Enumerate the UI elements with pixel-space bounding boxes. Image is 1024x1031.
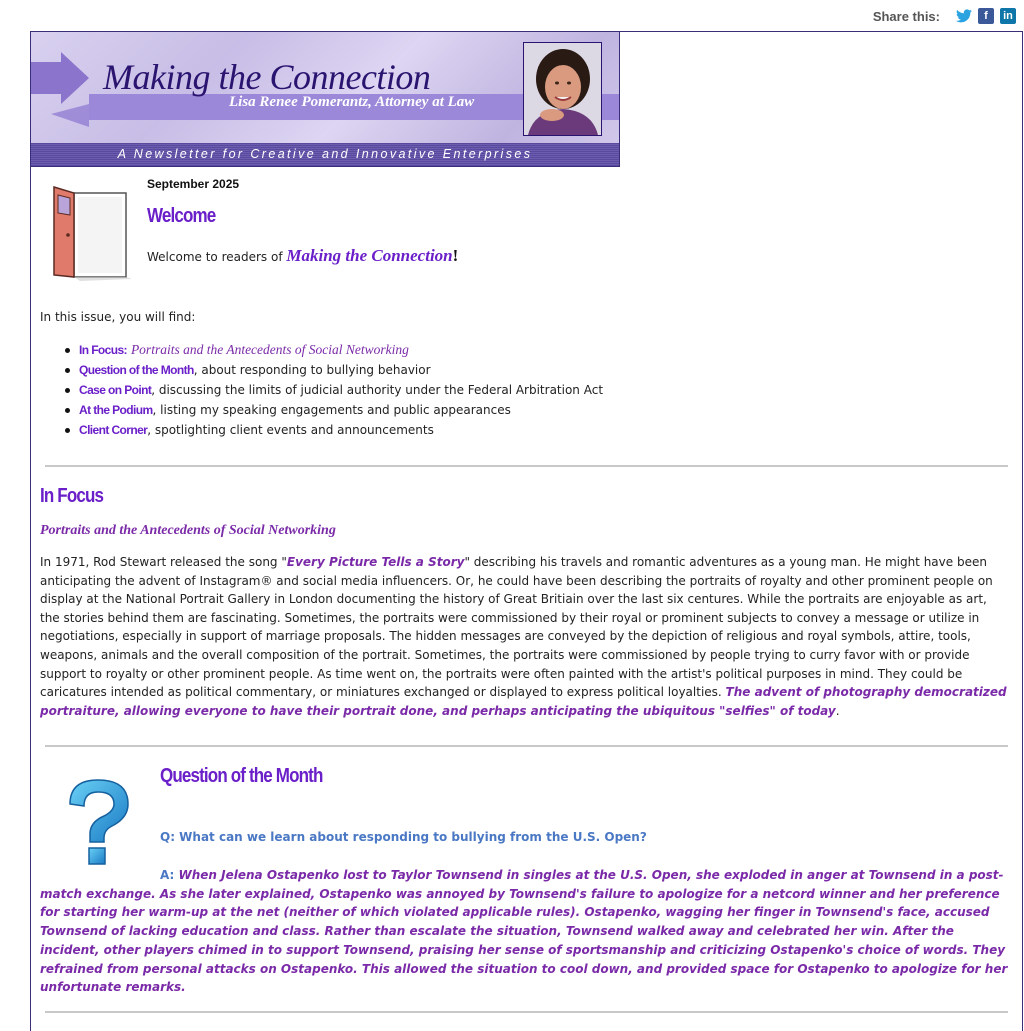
share-label: Share this: (872, 8, 940, 24)
section-divider (45, 465, 1008, 467)
section-divider (45, 1011, 1008, 1013)
toc-desc: , spotlighting client events and announcements (147, 423, 434, 437)
toc-item-podium[interactable] (79, 400, 603, 420)
answer-label: A: (160, 868, 179, 882)
song-title: Every Picture Tells a Story (286, 555, 465, 569)
welcome-heading: Welcome (147, 205, 216, 227)
in-focus-emphasis: The advent of photography democratized portraiture, allowing everyone to have their portrait done, and perhaps anticipating the ubiquitous "selfies" of today (40, 685, 1007, 718)
newsletter-banner (31, 32, 620, 167)
toc-item-in-focus[interactable] (79, 340, 603, 360)
toc-desc: , about responding to bullying behavior (193, 363, 431, 377)
facebook-icon[interactable]: f (978, 8, 994, 24)
in-focus-heading: In Focus (40, 485, 104, 507)
toc-item-case[interactable] (79, 380, 603, 400)
twitter-icon[interactable] (956, 8, 972, 24)
in-focus-subtitle: Portraits and the Antecedents of Social Networking (40, 523, 336, 538)
newsletter-name: Making the Connection (286, 246, 453, 265)
linkedin-icon[interactable]: in (1000, 8, 1016, 24)
share-bar (873, 8, 1016, 24)
newsletter-tagline: A Newsletter for Creative and Innovative Enterprises (31, 143, 619, 166)
newsletter-title: Making the Connection (103, 57, 431, 97)
newsletter-author: Lisa Renee Pomerantz, Attorney at Law (229, 94, 475, 110)
in-focus-body (40, 553, 1008, 720)
author-photo (523, 42, 602, 136)
toc-desc: Portraits and the Antecedents of Social Networking (130, 342, 409, 357)
table-of-contents (79, 340, 603, 440)
toc-item-client[interactable] (79, 420, 603, 440)
welcome-text (147, 246, 458, 266)
intro-text: In this issue, you will find: (40, 310, 196, 324)
answer-body: When Jelena Ostapenko lost to Taylor Townsend in singles at the U.S. Open, she exploded in anger at Townsend in a post-match exchange. As she later explained, Ostapenko was annoyed by Townsend's failure to apologize for a netcord winner and her preference for starting her warm-up at the net (neither of which violated applicable rules). Ostapenko, wagging her finger in Townsend's face, accused Townsend of lacking education and class. Rather than escalate the situation, Townsend walked away and celebrated her win. After the incident, other players chimed in to support Townsend, praising her sense of sportsmanship and criticizing Ostapenko's choice of words. They refrained from personal attacks on Ostapenko. This allowed the situation to cool down, and provided space for Ostapenko to apologize for her unfortunate remarks. (40, 868, 1008, 995)
welcome-suffix: ! (452, 246, 459, 265)
question-text: Q: What can we learn about responding to bullying from the U.S. Open? (160, 830, 647, 844)
toc-desc: , listing my speaking engagements and public appearances (152, 403, 511, 417)
toc-link[interactable]: Question of the Month (79, 363, 194, 377)
in-focus-main: " describing his travels and romantic adventures as a young man. He might have been anticipating the advent of Instagram® and social media influencers. Or, he could have been describing the portraits of royalty and other prominent people on display at the National Portrait Gallery in London documenting the history of Great Britiain over the last six centures. While the portraits are enjoyable as art, the stories behind them are fascinating. Sometimes, the portraits were commissioned by their royal or prominent subjects to convey a message or utilize in negotiations, especially in support of marriage proposals. The hidden messages are conveyed by the depiction of religious and royal symbols, attire, tools, weapons, animals and the overall composition of the portrait. Sometimes, the portraits were commissioned by people trying to curry favor with or provide support to royalty or other prominent people. As time went on, the portraits were often painted with the artist's political purposes in mind. They could be caricatures intended as political commentary, or miniatures exchanged or displayed to express political loyalties. (40, 555, 993, 700)
question-heading: Question of the Month (160, 765, 323, 787)
toc-link[interactable]: Client Corner (79, 423, 148, 437)
toc-link[interactable]: In Focus: (79, 343, 127, 357)
toc-desc: , discussing the limits of judicial authority under the Federal Arbitration Act (151, 383, 604, 397)
answer-text (40, 866, 1015, 997)
section-divider (45, 745, 1008, 747)
toc-item-question[interactable] (79, 360, 603, 380)
in-focus-end: . (835, 703, 840, 718)
in-focus-start: In 1971, Rod Stewart released the song " (40, 555, 287, 569)
welcome-prefix: Welcome to readers of (147, 250, 287, 264)
open-door-icon (50, 185, 134, 285)
toc-link[interactable]: At the Podium (79, 403, 153, 417)
issue-date: September 2025 (147, 177, 240, 191)
toc-link[interactable]: Case on Point (79, 383, 152, 397)
question-mark-icon (62, 778, 136, 874)
